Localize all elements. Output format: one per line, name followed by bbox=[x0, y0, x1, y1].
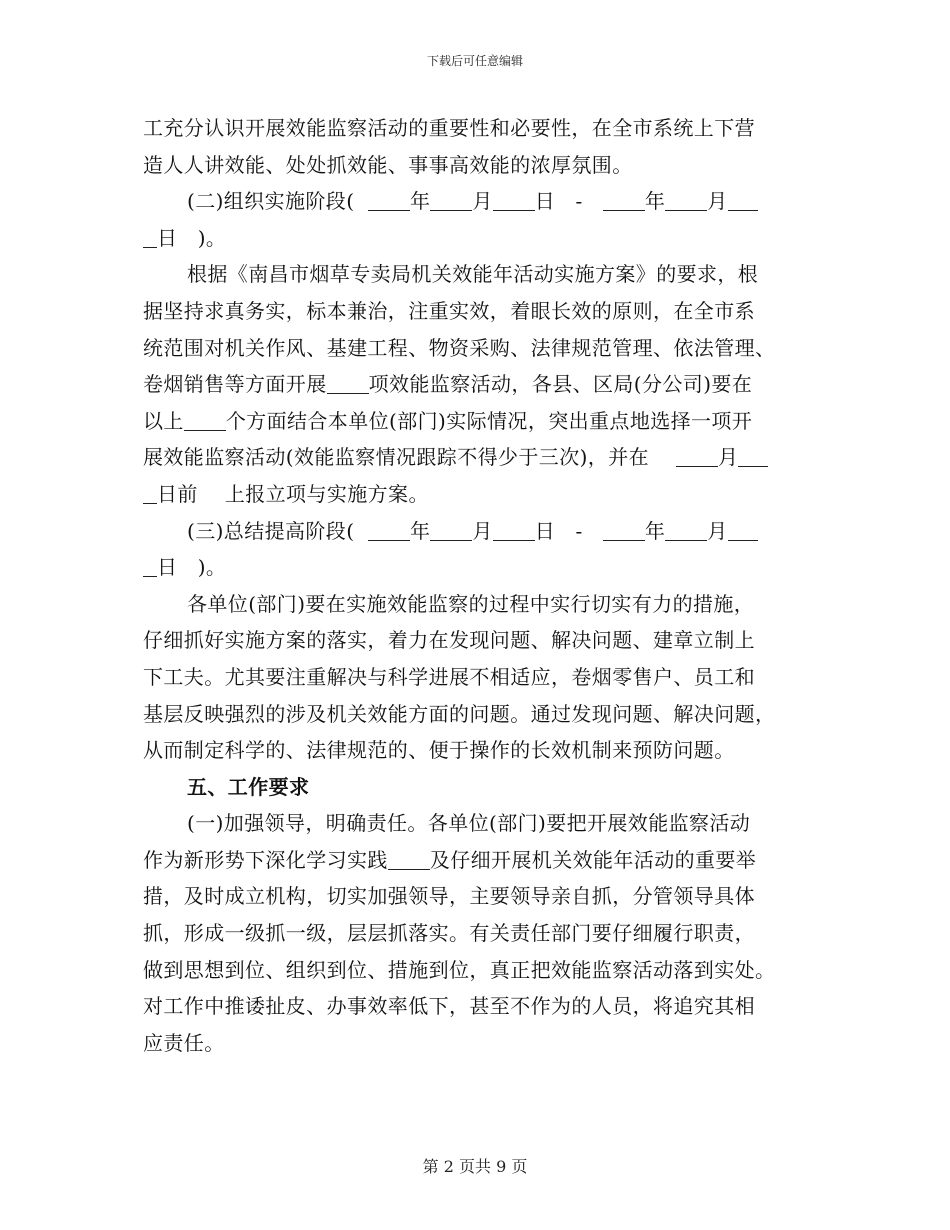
text-span: 作为新形势下深化学习实践 bbox=[143, 847, 388, 872]
stage-2-line bbox=[143, 183, 809, 220]
fill-blank bbox=[184, 410, 226, 431]
section-heading: 五、工作要求 bbox=[187, 774, 310, 799]
text-line: 仔细抓好实施方案的落实，着力在发现问题、解决问题、建章立制上 bbox=[143, 628, 755, 653]
fill-blank bbox=[676, 446, 718, 467]
text-span: 日 bbox=[157, 225, 178, 250]
text-span: 展效能监察活动(效能监察情况跟踪不得少于三次)，并在 bbox=[143, 445, 650, 470]
text-line: 根据《南昌市烟草专卖局机关效能年活动实施方案》的要求，根 bbox=[187, 262, 759, 287]
text-span: 月 bbox=[472, 518, 493, 543]
text-span: - bbox=[575, 189, 583, 214]
text-span: 日 bbox=[157, 555, 178, 580]
fill-blank bbox=[665, 190, 707, 211]
fill-blank bbox=[493, 520, 535, 541]
text-span: 年 bbox=[409, 189, 431, 214]
text-line: 对工作中推诿扯皮、办事效率低下，甚至不作为的人员，将追究其相 bbox=[143, 994, 755, 1019]
text-span: - bbox=[575, 518, 583, 543]
text-line: 基层反映强烈的涉及机关效能方面的问题。通过发现问题、解决问题， bbox=[143, 701, 776, 726]
text-span: 及仔细开展机关效能年活动的重要举 bbox=[429, 847, 757, 872]
stage-3-line-2 bbox=[143, 549, 809, 586]
text-span: 日 bbox=[534, 518, 556, 543]
fill-blank bbox=[430, 190, 472, 211]
fill-blank bbox=[738, 446, 768, 467]
text-line: 据坚持求真务实，标本兼治，注重实效，着眼长效的原则，在全市系 bbox=[143, 298, 755, 323]
text-span: 项效能监察活动，各县、区局(分公司)要在 bbox=[368, 372, 753, 397]
text-line bbox=[143, 439, 809, 476]
text-line: 从而制定科学的、法律规范的、便于操作的长效机制来预防问题。 bbox=[143, 738, 735, 763]
text-span: )。 bbox=[197, 225, 227, 250]
fill-blank bbox=[728, 520, 758, 541]
text-span: 年 bbox=[409, 518, 431, 543]
text-line: 做到思想到位、组织到位、措施到位，真正把效能监察活动落到实处。 bbox=[143, 957, 776, 982]
text-line: 抓，形成一级抓一级，层层抓落实。有关责任部门要仔细履行职责， bbox=[143, 921, 755, 946]
text-line: 措，及时成立机构，切实加强领导，主要领导亲自抓，分管领导具体 bbox=[143, 884, 755, 909]
text-span: 年 bbox=[644, 518, 666, 543]
page-header: 下载后可任意编辑 bbox=[426, 54, 523, 68]
text-span: (三)总结提高阶段( bbox=[187, 518, 355, 543]
text-span: )。 bbox=[197, 555, 227, 580]
fill-blank bbox=[327, 373, 369, 394]
fill-blank bbox=[143, 556, 157, 577]
fill-blank bbox=[143, 483, 157, 504]
text-line: 应责任。 bbox=[143, 1030, 225, 1055]
text-span: 年 bbox=[644, 189, 666, 214]
text-span: 上报立项与实施方案。 bbox=[224, 481, 429, 506]
text-span: 卷烟销售等方面开展 bbox=[143, 372, 327, 397]
fill-blank bbox=[368, 520, 410, 541]
text-line bbox=[143, 366, 809, 403]
text-span: 月 bbox=[707, 518, 728, 543]
text-line: 工充分认识开展效能监察活动的重要性和必要性，在全市系统上下营 bbox=[143, 116, 755, 140]
fill-blank bbox=[728, 190, 758, 211]
fill-blank bbox=[368, 190, 410, 211]
text-line: 下工夫。尤其要注重解决与科学进展不相适应，卷烟零售户、员工和 bbox=[143, 664, 755, 689]
text-span: 日 bbox=[534, 189, 556, 214]
text-span: (二)组织实施阶段( bbox=[187, 189, 355, 214]
fill-blank bbox=[430, 520, 472, 541]
text-line: 各单位(部门)要在实施效能监察的过程中实行切实有力的措施， bbox=[187, 591, 755, 616]
fill-blank bbox=[603, 520, 645, 541]
fill-blank bbox=[388, 849, 430, 870]
fill-blank bbox=[665, 520, 707, 541]
text-line bbox=[143, 842, 809, 879]
fill-blank bbox=[603, 190, 645, 211]
text-line bbox=[143, 403, 809, 440]
document-body bbox=[143, 110, 809, 1061]
text-line bbox=[143, 476, 809, 513]
text-span: 月 bbox=[718, 445, 739, 470]
text-span: 个方面结合本单位(部门)实际情况，突出重点地选择一项开 bbox=[225, 408, 753, 433]
stage-3-line bbox=[143, 513, 809, 550]
page-footer: 第 2 页共 9 页 bbox=[422, 1157, 528, 1176]
text-line: 统范围对机关作风、基建工程、物资采购、法律规范管理、依法管理、 bbox=[143, 335, 776, 360]
stage-2-line-2 bbox=[143, 220, 809, 257]
text-span: 以上 bbox=[143, 408, 184, 433]
fill-blank bbox=[143, 227, 157, 248]
text-line: 造人人讲效能、处处抓效能、事事高效能的浓厚氛围。 bbox=[143, 152, 633, 177]
text-span: 月 bbox=[707, 189, 728, 214]
text-line: (一)加强领导，明确责任。各单位(部门)要把开展效能监察活动 bbox=[187, 811, 751, 836]
text-span: 日前 bbox=[157, 481, 198, 506]
text-span: 月 bbox=[472, 189, 493, 214]
fill-blank bbox=[493, 190, 535, 211]
